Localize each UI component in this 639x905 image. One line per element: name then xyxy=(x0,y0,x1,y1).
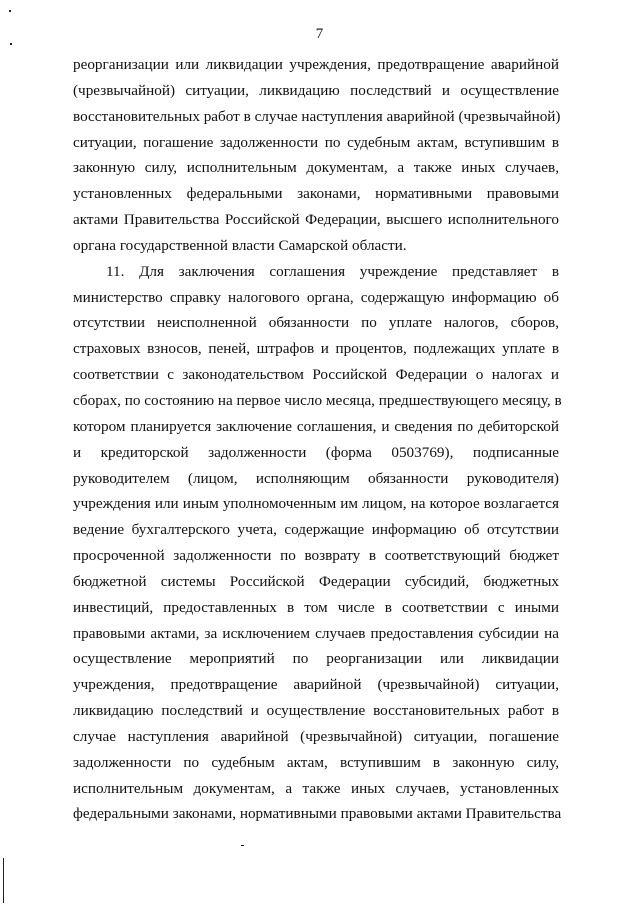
text-line: исполнительным документам, а также иных случаев, установленных xyxy=(73,779,559,797)
page-number: 7 xyxy=(315,26,324,42)
scan-artifact xyxy=(10,43,12,45)
text-line: актами Правительства Российской Федерации, высшего исполнительного xyxy=(73,211,559,229)
text-line: сборах, по состоянию на первое число месяца, предшествующего месяцу, в xyxy=(73,391,562,409)
text-line: органа государственной власти Самарской области. xyxy=(73,236,407,254)
paragraph-11 xyxy=(73,259,562,828)
text-line: законную силу, исполнительным документам, а также иных случаев, xyxy=(73,159,559,177)
text-line: осуществление мероприятий по реорганизации или ликвидации xyxy=(73,650,559,668)
text-line: учреждения или иным уполномоченным им лицом, на которое возлагается xyxy=(73,495,559,513)
text-line: правовыми актами, за исключением случаев предоставления субсидии на xyxy=(73,624,559,642)
text-line: просроченной задолженности по возврату в соответствующий бюджет xyxy=(73,547,559,565)
text-line: федеральными законами, нормативными правовыми актами Правительства xyxy=(73,805,562,823)
text-line: (чрезвычайной) ситуации, ликвидацию последствий и осуществление xyxy=(73,81,559,99)
scan-artifact xyxy=(241,845,244,846)
text-line: ведение бухгалтерского учета, содержащие информацию об отсутствии xyxy=(73,521,559,539)
text-line: учреждения, предотвращение аварийной (чрезвычайной) ситуации, xyxy=(73,676,559,694)
text-line: страховых взносов, пеней, штрафов и процентов, подлежащих уплате в xyxy=(73,340,559,358)
text-line: бюджетной системы Российской Федерации субсидий, бюджетных xyxy=(73,572,559,590)
text-line: руководителем (лицом, исполняющим обязанности руководителя) xyxy=(73,469,559,487)
text-line: 11. Для заключения соглашения учреждение представляет в xyxy=(106,262,559,280)
text-line: и кредиторской задолженности (форма 0503769), подписанные xyxy=(73,443,559,461)
text-line: отсутствии неисполненной обязанности по уплате налогов, сборов, xyxy=(73,314,559,332)
paragraph-continuation xyxy=(73,52,559,259)
document-body xyxy=(73,52,562,827)
text-line: министерство справку налогового органа, содержащую информацию об xyxy=(73,288,559,306)
text-line: задолженности по судебным актам, вступившим в законную силу, xyxy=(73,753,559,771)
text-line: установленных федеральными законами, нормативными правовыми xyxy=(73,185,559,203)
text-line: соответствии с законодательством Российской Федерации о налогах и xyxy=(73,366,559,384)
text-line: инвестиций, предоставленных в том числе в соответствии с иными xyxy=(73,598,559,616)
scan-edge-line xyxy=(3,858,4,903)
text-line: ликвидацию последствий и осуществление восстановительных работ в xyxy=(73,702,559,720)
text-line: восстановительных работ в случае наступления аварийной (чрезвычайной) xyxy=(73,107,561,125)
scan-artifact xyxy=(9,10,11,12)
text-line: котором планируется заключение соглашения, и сведения по дебиторской xyxy=(73,417,559,435)
text-line: случае наступления аварийной (чрезвычайной) ситуации, погашение xyxy=(73,727,559,745)
text-line: ситуации, погашение задолженности по судебным актам, вступившим в xyxy=(73,133,559,151)
text-line: реорганизации или ликвидации учреждения, предотвращение аварийной xyxy=(73,56,559,73)
